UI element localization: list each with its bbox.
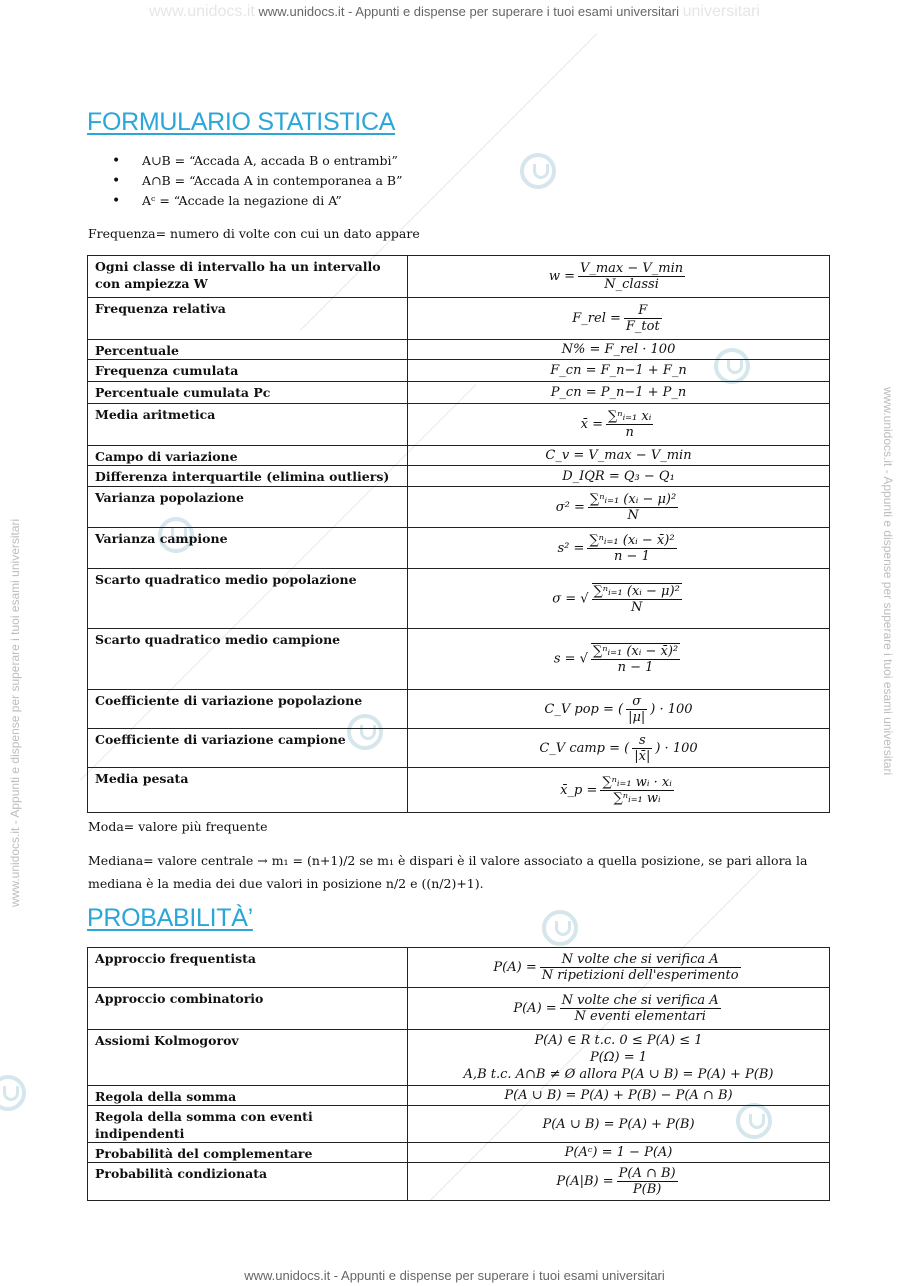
watermark-top <box>0 3 909 21</box>
row-label: Media pesata <box>88 768 408 813</box>
table-row <box>88 1106 830 1143</box>
row-formula: F_cn = F_n−1 + F_n <box>408 360 830 382</box>
row-label: Campo di variazione <box>88 446 408 466</box>
row-formula: P_cn = P_n−1 + P_n <box>408 382 830 404</box>
mediana-definition-line1: Mediana= valore centrale → m₁ = (n+1)/2 se m₁ è dispari è il valore associato a quella posizione, se pari allora la <box>88 853 808 868</box>
bullet-union: • A∪B = “Accada A, accada B o entrambi” <box>112 152 403 172</box>
bullet-list <box>112 152 403 212</box>
row-formula: F_rel = $\frac{F}{\text{F\_tot}}$ <box>408 298 830 340</box>
bullet-intersection: • A∩B = “Accada A in contemporanea a B” <box>112 172 403 192</box>
frequenza-definition: Frequenza= numero di volte con cui un dato appare <box>88 226 420 241</box>
row-label: Media aritmetica <box>88 404 408 446</box>
watermark-ghost-right: universitari <box>682 3 760 20</box>
row-label: Coefficiente di variazione popolazione <box>88 690 408 729</box>
table-row <box>88 340 830 360</box>
row-label: Approccio frequentista <box>88 948 408 988</box>
unidocs-logo-icon <box>542 910 578 946</box>
row-formula: P(A ∪ B) = P(A) + P(B) <box>408 1106 830 1143</box>
table-row <box>88 948 830 988</box>
axiom-2: P(Ω) = 1 <box>589 1050 648 1065</box>
table-row <box>88 298 830 340</box>
table-row <box>88 446 830 466</box>
row-label: Regola della somma <box>88 1086 408 1106</box>
row-formula: P(Aᶜ) = 1 − P(A) <box>408 1143 830 1163</box>
row-label: Regola della somma con eventi indipendenti <box>88 1106 408 1143</box>
unidocs-logo-icon <box>520 153 556 189</box>
watermark-right-side: www.unidocs.it - Appunti e dispense per superare i tuoi esami universitari <box>881 387 895 776</box>
moda-definition: Moda= valore più frequente <box>88 819 268 834</box>
table-row <box>88 768 830 813</box>
row-formula: C_v = V_max − V_min <box>408 446 830 466</box>
table-row <box>88 988 830 1030</box>
row-label: Scarto quadratico medio campione <box>88 629 408 690</box>
mediana-definition-line2: mediana è la media dei due valori in posizione n/2 e ((n/2)+1). <box>88 876 484 891</box>
axiom-1: P(A) ∈ R t.c. 0 ≤ P(A) ≤ 1 <box>534 1033 703 1048</box>
table-row <box>88 729 830 768</box>
row-label: Percentuale cumulata Pc <box>88 382 408 404</box>
row-formula: D_IQR = Q₃ − Q₁ <box>408 466 830 487</box>
watermark-bottom <box>0 1268 909 1283</box>
table-row <box>88 569 830 629</box>
row-label: Varianza popolazione <box>88 487 408 528</box>
row-formula: P(A|B) = $\frac{P(A \cap B)}{P(B)}$ <box>408 1163 830 1201</box>
row-label: Probabilità condizionata <box>88 1163 408 1201</box>
probability-formula-table <box>87 947 830 1201</box>
unidocs-logo-icon <box>0 1075 26 1111</box>
row-formula: σ = √ $\frac{\text{∑ⁿᵢ₌₁ (xᵢ − μ)²}}{N}$ <box>408 569 830 629</box>
axiom-3: A,B t.c. A∩B ≠ Ø allora P(A ∪ B) = P(A) + P(B) <box>463 1067 774 1082</box>
row-label: Scarto quadratico medio popolazione <box>88 569 408 629</box>
row-formula: x̄_p = $\frac{\text{∑ⁿᵢ₌₁ wᵢ · xᵢ}}{\text{∑ⁿᵢ₌₁ wᵢ}}$ <box>408 768 830 813</box>
table-row <box>88 382 830 404</box>
row-label: Approccio combinatorio <box>88 988 408 1030</box>
row-label: Differenza interquartile (elimina outliers) <box>88 466 408 487</box>
row-label: Coefficiente di variazione campione <box>88 729 408 768</box>
table-row <box>88 1143 830 1163</box>
watermark-top-text: www.unidocs.it - Appunti e dispense per superare i tuoi esami universitari <box>258 4 679 19</box>
row-label: Probabilità del complementare <box>88 1143 408 1163</box>
table-row <box>88 466 830 487</box>
row-label: Frequenza relativa <box>88 298 408 340</box>
table-row <box>88 690 830 729</box>
row-formula: P(A) = $\frac{\text{N volte che si verifica A}}{\text{N eventi elementari}}$ <box>408 988 830 1030</box>
title-probabilita: PROBABILITÀ’ <box>87 904 253 932</box>
statistics-formula-table <box>87 255 830 813</box>
row-formula: σ² = $\frac{\text{∑ⁿᵢ₌₁ (xᵢ − μ)²}}{N}$ <box>408 487 830 528</box>
watermark-bottom-text: www.unidocs.it - Appunti e dispense per superare i tuoi esami universitari <box>244 1268 665 1283</box>
table-row <box>88 360 830 382</box>
row-label: Ogni classe di intervallo ha un intervallo con ampiezza W <box>88 256 408 298</box>
table-row <box>88 256 830 298</box>
row-label: Varianza campione <box>88 528 408 569</box>
row-formula: C_V camp = ( $\frac{s}{|x̄|}$ ) · 100 <box>408 729 830 768</box>
row-formula: C_V pop = ( $\frac{\sigma}{|\mu|}$ ) · 100 <box>408 690 830 729</box>
table-row <box>88 528 830 569</box>
row-formula: x̄ = $\frac{\text{∑ⁿᵢ₌₁ xᵢ}}{n}$ <box>408 404 830 446</box>
row-label: Frequenza cumulata <box>88 360 408 382</box>
watermark-ghost-left: www.unidocs.it <box>149 3 255 20</box>
row-formula: w = $\frac{V\_\max - V\_\min}{\text{N\_classi}}$ <box>408 256 830 298</box>
row-label: Percentuale <box>88 340 408 360</box>
row-formula: P(A ∪ B) = P(A) + P(B) − P(A ∩ B) <box>408 1086 830 1106</box>
table-row <box>88 487 830 528</box>
watermark-left-side: www.unidocs.it - Appunti e dispense per superare i tuoi esami universitari <box>8 518 22 907</box>
row-formula: s = √ $\frac{\text{∑ⁿᵢ₌₁ (xᵢ − x̄)²}}{n - 1}$ <box>408 629 830 690</box>
table-row <box>88 404 830 446</box>
table-row <box>88 1163 830 1201</box>
row-formula: s² = $\frac{\text{∑ⁿᵢ₌₁ (xᵢ − x̄)²}}{n - 1}$ <box>408 528 830 569</box>
title-formulario: FORMULARIO STATISTICA <box>87 108 396 136</box>
row-formula: N% = F_rel · 100 <box>408 340 830 360</box>
row-formula: P(A) = $\frac{\text{N volte che si verifica A}}{\text{N ripetizioni dell'esperimento}}$ <box>408 948 830 988</box>
table-row <box>88 1086 830 1106</box>
table-row <box>88 629 830 690</box>
row-label: Assiomi Kolmogorov <box>88 1030 408 1086</box>
bullet-complement: • Aᶜ = “Accade la negazione di A” <box>112 192 403 212</box>
table-row <box>88 1030 830 1086</box>
row-formula <box>408 1030 830 1086</box>
